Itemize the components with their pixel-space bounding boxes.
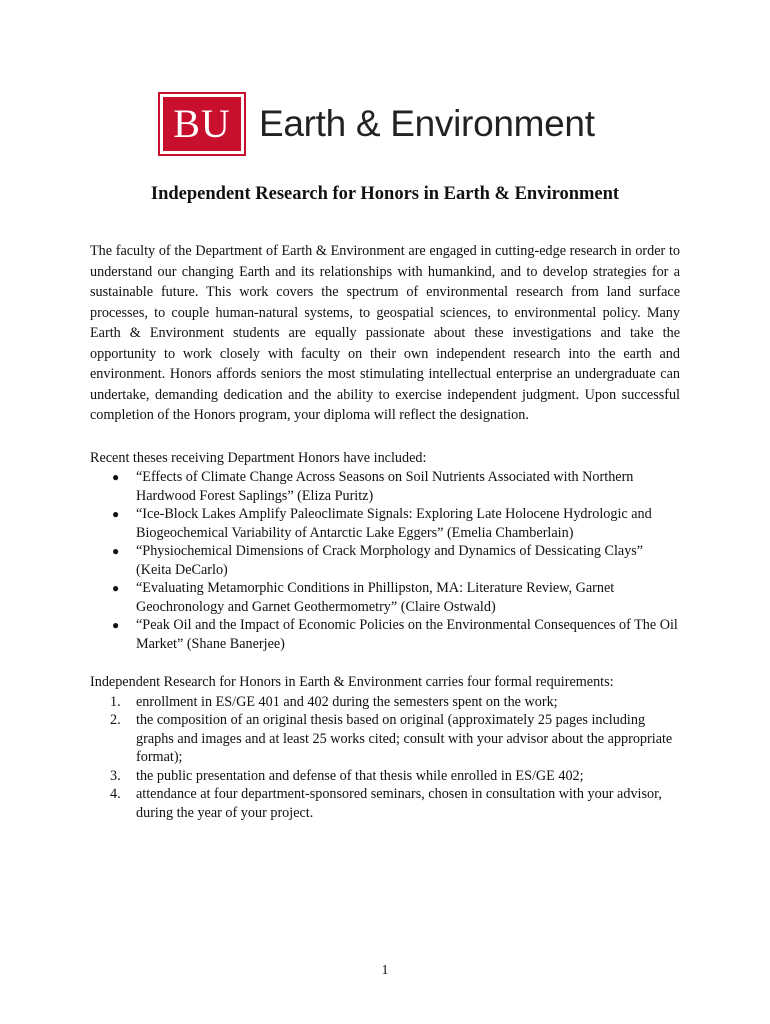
thesis-item — [112, 468, 680, 505]
requirement-item — [110, 785, 680, 822]
thesis-item — [112, 505, 680, 542]
bu-logo-mark — [160, 94, 244, 154]
list-number: 4. — [110, 786, 121, 802]
requirements-intro: Independent Research for Honors in Earth & Environment carries four formal requirements: — [90, 674, 614, 690]
department-name: Earth & Environment — [259, 103, 595, 144]
bullet-icon: ● — [112, 581, 120, 595]
bullet-icon: ● — [112, 507, 120, 521]
theses-intro: Recent theses receiving Department Honors have included: — [90, 449, 427, 466]
thesis-text: “Peak Oil and the Impact of Economic Policies on the Environmental Consequences of The Oil Market” (Shane Banerjee) — [136, 617, 678, 652]
requirement-item — [110, 711, 680, 767]
thesis-text: “Evaluating Metamorphic Conditions in Phillipston, MA: Literature Review, Garnet Geochronology and Garnet Geothermometry” (Claire Ostwald) — [136, 580, 615, 615]
list-number: 1. — [110, 693, 121, 710]
requirement-item — [110, 767, 680, 786]
page-number: 1 — [381, 963, 389, 978]
thesis-item — [112, 616, 680, 653]
bu-logo-text: BU — [173, 101, 231, 146]
thesis-text: “Ice-Block Lakes Amplify Paleoclimate Signals: Exploring Late Holocene Hydrologic and Biogeochemical Variability of Antarctic Lake Eggers” (Emelia Chamberlain) — [136, 506, 652, 541]
list-number: 2. — [110, 712, 121, 728]
bullet-icon: ● — [112, 618, 120, 632]
intro-paragraph: The faculty of the Department of Earth & Environment are engaged in cutting-edge research in order to understand our changing Earth and its relationships with humankind, and to develop strategies for a sustainable future. This work covers the spectrum of environmental research from land surface processes, to couple human-natural systems, to geospatial sciences, to environmental policy. Many Earth & Environment students are equally passionate about these investigations and take the opportunity to work closely with faculty on their own independent research into the earth and environment. Honors affords seniors the most stimulating intellectual enterprise an undergraduate can undertake, demanding dedication and the ability to exercise independent judgment. Upon successful completion of the Honors program, your diploma will reflect the designation. — [90, 243, 680, 423]
page-title: Independent Research for Honors in Earth & Environment — [150, 184, 620, 204]
thesis-text: “Physiochemical Dimensions of Crack Morphology and Dynamics of Dessicating Clays” (Keita DeCarlo) — [136, 543, 644, 578]
requirement-text: attendance at four department-sponsored seminars, chosen in consultation with your advisor, during the year of your project. — [136, 786, 662, 821]
thesis-item — [112, 579, 680, 616]
department-logo — [160, 94, 595, 154]
requirement-item — [110, 693, 680, 712]
requirement-text: the public presentation and defense of that thesis while enrolled in ES/GE 402; — [136, 767, 584, 784]
requirement-text: the composition of an original thesis based on original (approximately 25 pages including graphs and images and at least 25 works cited; consult with your advisor about the appropriate format); — [136, 712, 673, 765]
bullet-icon: ● — [112, 544, 120, 558]
list-number: 3. — [110, 767, 121, 784]
requirement-text: enrollment in ES/GE 401 and 402 during the semesters spent on the work; — [136, 693, 558, 710]
theses-list — [90, 468, 680, 653]
requirements-list — [90, 693, 680, 823]
thesis-item — [112, 542, 680, 579]
thesis-text: “Effects of Climate Change Across Seasons on Soil Nutrients Associated with Northern Hardwood Forest Saplings” (Eliza Puritz) — [136, 469, 634, 504]
document-body — [90, 241, 680, 822]
bullet-icon: ● — [112, 470, 120, 484]
